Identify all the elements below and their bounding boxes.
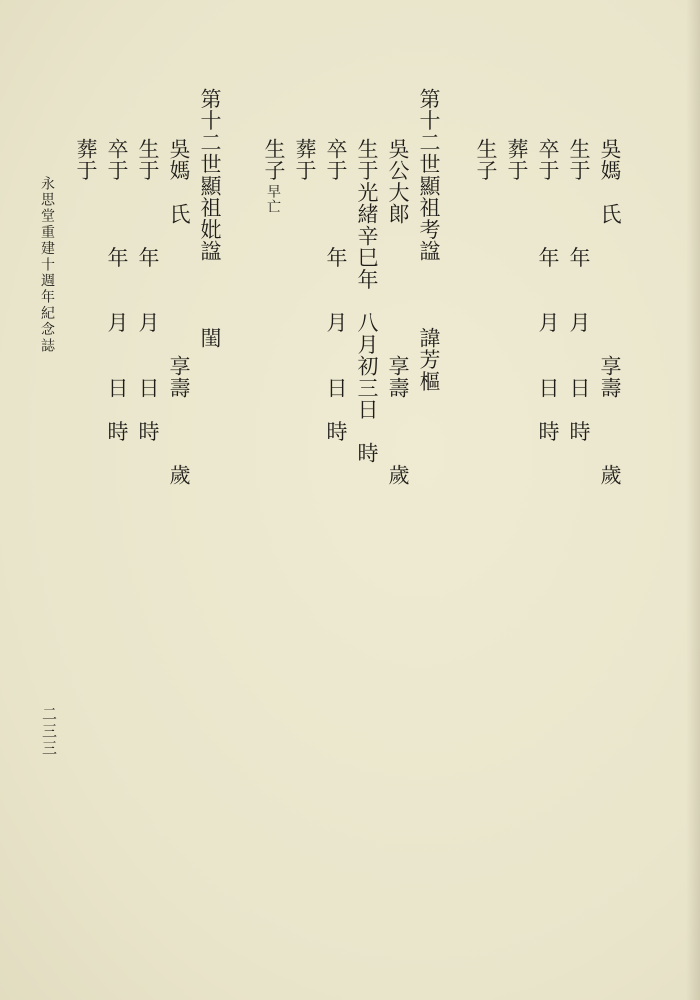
ancestor-12-died: 卒于 年 月 日 時 [324, 138, 348, 443]
wife-11-name: 吳媽 氏 享壽 歲 [598, 138, 622, 486]
page-edge-shadow [686, 0, 700, 1000]
ancestress-12-buried: 葬于 [74, 138, 98, 182]
page-number: 二三三 [40, 706, 58, 757]
ancestress-12-died: 卒于 年 月 日 時 [105, 138, 129, 443]
book-title-footer: 永思堂重建十週年紀念誌 [39, 176, 55, 355]
ancestor-12-son: 生子 [262, 138, 286, 182]
ancestress-12-name: 吳媽 氏 享壽 歲 [167, 138, 191, 486]
ancestor-12-title: 第十二世顯祖考諡 諱芳樞 [417, 88, 441, 393]
ancestress-12-born: 生于 年 月 日 時 [136, 138, 160, 443]
wife-11-buried: 葬于 [505, 138, 529, 182]
ancestor-12-son-note: 早亡 [265, 184, 281, 214]
ancestor-12-buried: 葬于 [293, 138, 317, 182]
wife-11-son: 生子 [474, 138, 498, 182]
ancestor-12-born: 生于光緒辛巳年 八月初三日 時 [355, 138, 379, 464]
ancestress-12-title: 第十二世顯祖妣諡 閨 [198, 88, 222, 349]
wife-11-died: 卒于 年 月 日 時 [536, 138, 560, 443]
wife-11-born: 生于 年 月 日 時 [567, 138, 591, 443]
ancestor-12-name: 吳公大郞 享壽 歲 [386, 138, 410, 486]
